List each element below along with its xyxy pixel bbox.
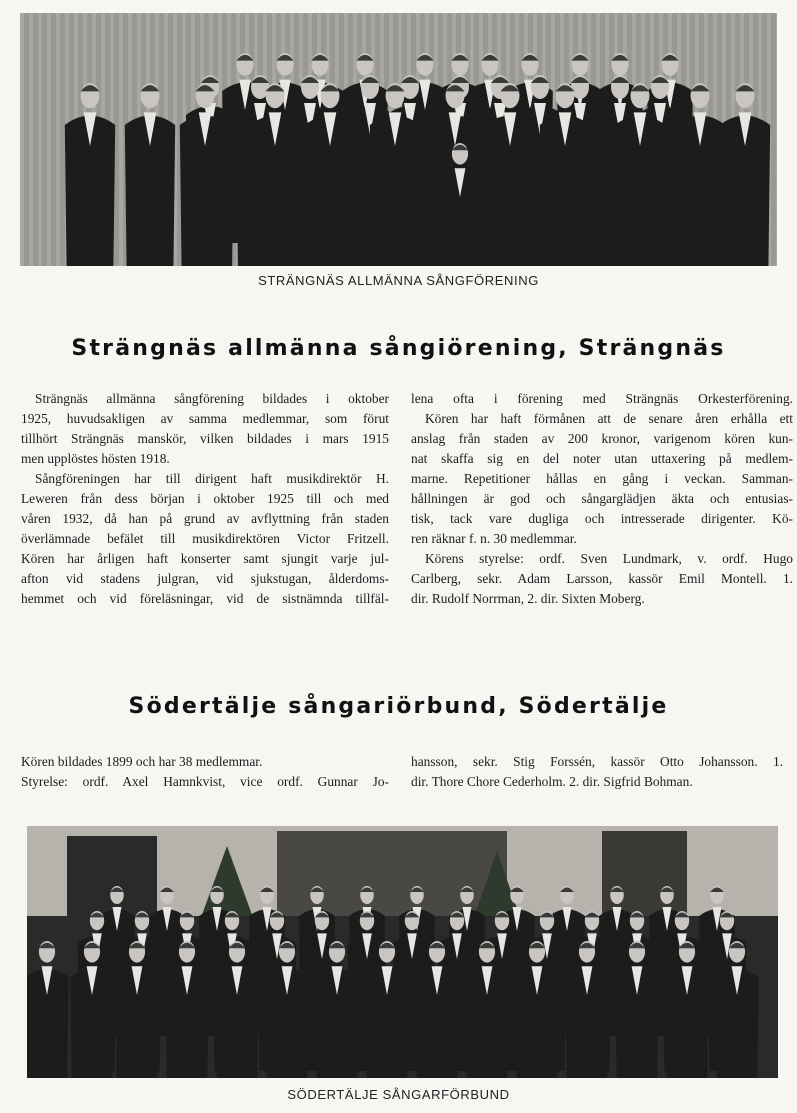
text-line: men upplöstes hösten 1918. (21, 451, 170, 466)
text-line: hållningen är god och sångarglädjen äkta och entusias- (411, 491, 793, 506)
text-line: hansson, sekr. Stig Forssén, kassör Otto Johansson. 1. (411, 754, 783, 769)
text-line: hemmet och vid föreläsningar, vid de sistnämnda tillfäl- (21, 591, 389, 606)
text-line: Kören har årligen haft konserter samt sjungit varje jul- (21, 551, 389, 566)
choir-photo-bottom (27, 826, 778, 1078)
text-line: dir. Thore Chore Cederholm. 2. dir. Sigfrid Bohman. (411, 774, 693, 789)
text-line: lena ofta i förening med Strängnäs Orkesterförening. (411, 391, 793, 406)
section-heading-strangnas: Strängnäs allmänna sångiörening, Strängnäs (71, 336, 726, 361)
photo-caption-top: STRÄNGNÄS ALLMÄNNA SÅNGFÖRENING (258, 273, 539, 288)
text-line: Kören bildades 1899 och har 38 medlemmar. (21, 754, 263, 769)
text-line: Styrelse: ordf. Axel Hamnkvist, vice ordf. Gunnar Jo- (21, 774, 389, 789)
text-line: anslag från staden av 200 kronor, varigenom kören kun- (411, 431, 793, 446)
choir-photo-top (20, 13, 777, 266)
text-line: Carlberg, sekr. Adam Larsson, kassör Emil Montell. 1. (411, 571, 793, 586)
article-column-right (411, 389, 793, 609)
section-heading-sodertalje: Södertälje sångariörbund, Södertälje (128, 694, 669, 719)
text-line: 1925, huvudsakligen av samma medlemmar, som förut (21, 411, 389, 426)
text-line: tisk, tack vare dugliga och intresserade dirigenter. Kö- (411, 511, 793, 526)
text-line: Leweren från dess början i oktober 1925 till och med (21, 491, 389, 506)
text-line: Sångföreningen har till dirigent haft musikdirektör H. (35, 471, 389, 486)
text-line: afton vid stadens julgran, vid sjukstugan, ålderdoms- (21, 571, 389, 586)
text-line: Strängnäs allmänna sångförening bildades i oktober (35, 391, 389, 406)
article-column-left (21, 389, 389, 609)
article-column-right (411, 752, 783, 792)
text-line: våren 1932, då han på grund av avflyttning från staden (21, 511, 389, 526)
text-line: ren räknar f. n. 30 medlemmar. (411, 531, 577, 546)
text-line: överlämnade befälet till musikdirektören Victor Fritzell. (21, 531, 389, 546)
text-line: marne. Repetitioner hållas en gång i veckan. Samman- (411, 471, 793, 486)
text-line: Körens styrelse: ordf. Sven Lundmark, v. ordf. Hugo (425, 551, 793, 566)
text-line: dir. Rudolf Norrman, 2. dir. Sixten Moberg. (411, 591, 645, 606)
text-line: Kören har haft förmånen att de senare åren erhålla ett (425, 411, 793, 426)
article-column-left (21, 752, 389, 792)
text-line: tillhört Strängnäs manskör, vilken bildades i mars 1915 (21, 431, 389, 446)
photo-caption-bottom: SÖDERTÄLJE SÅNGARFÖRBUND (287, 1087, 510, 1102)
text-line: nat skaffa sig en del noter utan uttaxering på medlem- (411, 451, 793, 466)
